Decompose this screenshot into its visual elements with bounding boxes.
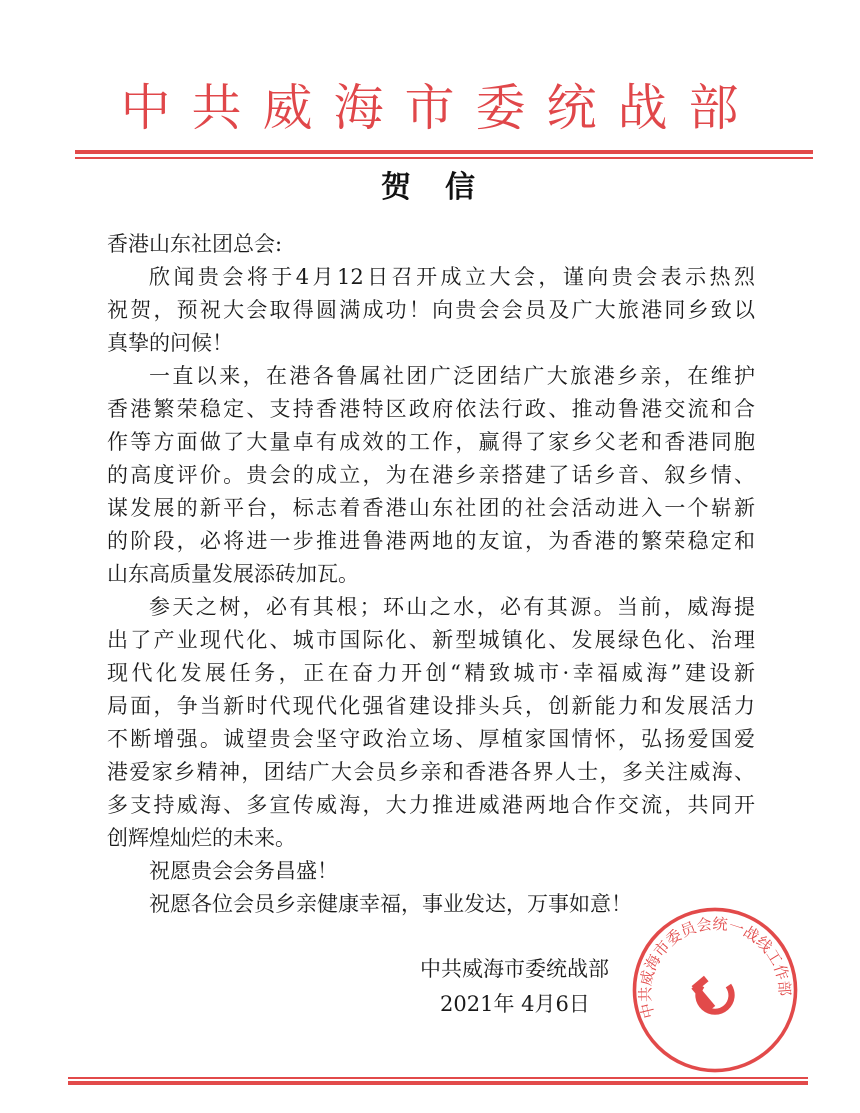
paragraph-line: 欣闻贵会将于4月12日召开成立大会，谨向贵会表示热烈 xyxy=(149,265,755,289)
letterhead-rule-thin xyxy=(75,157,813,159)
letterhead-org: 中共威海市委统战部 xyxy=(120,79,760,137)
letter-body xyxy=(107,228,755,921)
signature-org: 中共威海市委统战部 xyxy=(420,957,609,981)
footer-rule-thin xyxy=(68,1077,808,1079)
document-title: 贺信 xyxy=(381,170,509,205)
paragraph-line: 参天之树，必有其根；环山之水，必有其源。当前，威海提 xyxy=(149,595,755,619)
paragraph-line: 局面，争当新时代现代化强省建设排头兵，创新能力和发展活力 xyxy=(107,694,755,718)
paragraph-line: 谋发展的新平台，标志着香港山东社团的社会活动进入一个崭新 xyxy=(107,496,755,520)
paragraph-line: 一直以来，在港各鲁属社团广泛团结广大旅港乡亲，在维护 xyxy=(149,364,755,388)
paragraph-line: 创辉煌灿烂的未来。 xyxy=(107,826,296,850)
paragraph-line: 香港繁荣稳定、支持香港特区政府依法行政、推动鲁港交流和合 xyxy=(107,397,755,421)
paragraph-line: 祝贺，预祝大会取得圆满成功！向贵会会员及广大旅港同乡致以 xyxy=(107,298,755,322)
paragraph-line: 港爱家乡精神，团结广大会员乡亲和香港各界人士，多关注威海、 xyxy=(107,760,755,784)
paragraph-line: 的高度评价。贵会的成立，为在港乡亲搭建了话乡音、叙乡情、 xyxy=(107,463,755,487)
svg-text:中共威海市委员会统一战线工作部: 中共威海市委员会统一战线工作部 xyxy=(636,914,794,1021)
paragraph-line: 作等方面做了大量卓有成效的工作，赢得了家乡父老和香港同胞 xyxy=(107,430,755,454)
paragraph-line: 现代化发展任务，正在奋力开创“精致城市·幸福威海”建设新 xyxy=(107,661,755,685)
paragraph-line: 山东高质量发展添砖加瓦。 xyxy=(107,562,359,586)
official-seal-stamp xyxy=(630,905,800,1075)
closing-wish: 祝愿贵会会务昌盛！ xyxy=(149,859,338,883)
footer-rule-thick xyxy=(68,1081,808,1085)
closing-wish: 祝愿各位会员乡亲健康幸福，事业发达，万事如意！ xyxy=(149,892,632,916)
salutation: 香港山东社团总会: xyxy=(107,232,283,256)
paragraph-line: 的阶段，必将进一步推进鲁港两地的友谊，为香港的繁荣稳定和 xyxy=(107,529,755,553)
letterhead-rule-thick xyxy=(75,150,813,154)
paragraph-line: 不断增强。诚望贵会坚守政治立场、厚植家国情怀，弘扬爱国爱 xyxy=(107,727,755,751)
paragraph-line: 出了产业现代化、城市国际化、新型城镇化、发展绿色化、治理 xyxy=(107,628,755,652)
paragraph-line: 真挚的问候！ xyxy=(107,331,233,355)
signature-block xyxy=(420,952,609,1022)
signature-date: 2021年 4月6日 xyxy=(440,992,590,1016)
paragraph-line: 多支持威海、多宣传威海，大力推进威港两地合作交流，共同开 xyxy=(107,793,755,817)
